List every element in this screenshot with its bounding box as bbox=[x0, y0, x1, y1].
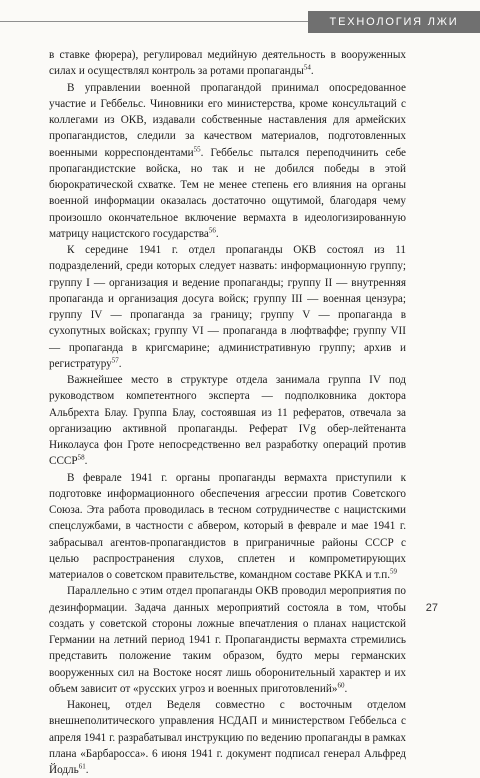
paragraph-tail: . bbox=[310, 65, 314, 78]
paragraph-7 bbox=[49, 697, 406, 778]
footnote-ref: 60 bbox=[337, 681, 345, 690]
paragraph-text: Параллельно с этим отдел пропаганды ОКВ проводил мероприятия по дезинформации. Задача данных мероприятий состояла в том, чтобы создать у советской стороны ложные впечатления о планах нацистской Германии на летний период 1941 г. Пропагандисты вермахта стремились представить положение таким образом, будто меры германских вооруженных сил на Востоке носят лишь оборонительный характер и их объем зависит от «русских угроз и военных приготовлений» bbox=[49, 585, 406, 695]
paragraph-tail: . bbox=[84, 455, 88, 468]
paragraph-text: В управлении военной пропагандой принимал опосредованное участие и Геббельс. Чиновники его министерства, кроме консультаций с коллегами из ОКВ, издавали собственные наставления для армейских пропагандистов, следили за качеством материалов, подготовленных военными корреспондентами bbox=[49, 81, 406, 159]
footnote-ref: 54 bbox=[303, 63, 311, 72]
paragraph-tail: . bbox=[118, 357, 122, 370]
paragraph-4 bbox=[49, 372, 406, 470]
paragraph-tail: . Геббельс пытался переподчинить себе пропагандистские войска, но так и не добился победы в этой бюрократической схватке. Тем не менее степень его влияния на органы военной информации оказалась достаточно ощутимой, благодаря чему произошло окончательное включение вермахта в идеологизированную матрицу нацистского государства bbox=[49, 146, 407, 240]
footnote-ref: 61 bbox=[78, 762, 86, 771]
paragraph-5 bbox=[49, 470, 406, 584]
page-number: 27 bbox=[425, 602, 438, 614]
paragraph-1 bbox=[49, 47, 406, 80]
paragraph-2 bbox=[49, 80, 406, 243]
paragraph-text: Наконец, отдел Веделя совместно с восточным отделом внешнеполитического управления НСДАП и министерством Геббельса с апреля 1941 г. разрабатывал инструкцию по ведению пропаганды в рамках плана «Барбаросса». 6 июня 1941 г. документ подписал генерал Альфред Йодль bbox=[49, 699, 406, 776]
footnote-ref: 55 bbox=[193, 144, 201, 153]
footnote-ref: 59 bbox=[390, 567, 398, 576]
body-text bbox=[49, 47, 406, 778]
paragraph-tail: . bbox=[215, 227, 219, 240]
header-rule bbox=[0, 21, 308, 22]
paragraph-tail: . bbox=[344, 682, 348, 695]
paragraph-6 bbox=[49, 583, 406, 697]
paragraph-3 bbox=[49, 242, 406, 372]
footnote-ref: 58 bbox=[77, 453, 85, 462]
footnote-ref: 56 bbox=[208, 226, 216, 235]
paragraph-text: в ставке фюрера), регулировал медийную деятельность в вооруженных силах и осуществлял контроль за ротами пропаганды bbox=[49, 49, 406, 78]
header-title: ТЕХНОЛОГИЯ ЛЖИ bbox=[308, 11, 480, 33]
paragraph-text: В феврале 1941 г. органы пропаганды вермахта приступили к подготовке информационного обеспечения агрессии против Советского Союза. Эта работа проводилась в тесном сотрудничестве с нацистскими спецслужбами, в частности с абвером, который в феврале и мае 1941 г. забрасывал агентов-пропагандистов в приграничные районы СССР с целью распространения слухов, сплетен и компрометирующих материалов о советском правительстве, командном составе РККА и т.п. bbox=[49, 471, 406, 581]
paragraph-tail: . bbox=[85, 764, 89, 776]
footnote-ref: 57 bbox=[111, 356, 119, 365]
paragraph-text: Важнейшее место в структуре отдела занимала группа IV под руководством компетентного эксперта — подполковника доктора Альбрехта Блау. Группа Блау, состоявшая из 11 рефератов, отвечала за организацию активной пропаганды. Реферат IVg обер-лейтенанта Николауса фон Гроте непосредственно вел разработку операций против СССР bbox=[49, 374, 406, 468]
running-head bbox=[0, 0, 480, 34]
paragraph-text: К середине 1941 г. отдел пропаганды ОКВ состоял из 11 подразделений, среди которых следует назвать: информационную группу; группу I — организация и ведение пропаганды; группу II — внутренняя пропаганда и организация досуга войск; группу III — военная цензура; группу IV — пропаганда за границу; группу V — пропаганда в сухопутных войсках; группу VI — пропаганда в люфтваффе; группу VII — пропаганда в кригсмарине; административную группу; архив и регистратуру bbox=[49, 244, 406, 370]
